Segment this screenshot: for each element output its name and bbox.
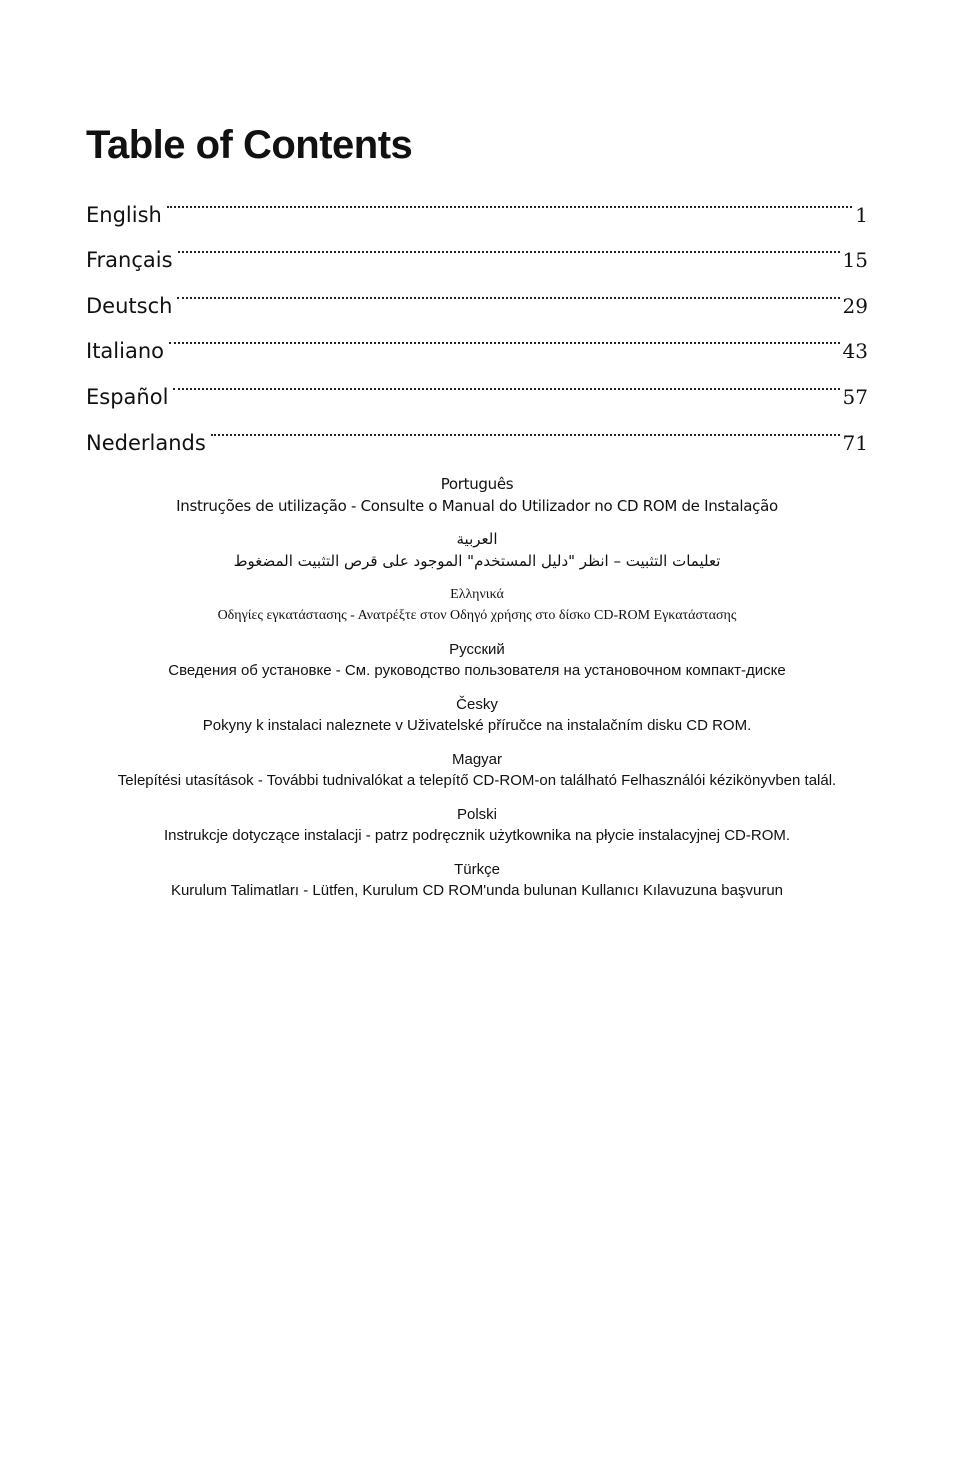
toc-dot-leader <box>171 358 839 404</box>
toc-dot-leader <box>176 222 840 268</box>
language-block-greek <box>0 584 954 627</box>
toc-page-number: 57 <box>842 384 868 409</box>
language-name: Česky <box>456 696 498 713</box>
toc-entry-label: Italiano <box>86 339 164 364</box>
language-name: Magyar <box>451 751 503 768</box>
language-block-turkish <box>0 859 954 902</box>
other-languages-section <box>0 474 954 914</box>
table-of-contents <box>86 176 868 455</box>
language-block-portuguese <box>0 474 954 517</box>
language-block-polish <box>0 804 954 847</box>
language-instruction: Pokyny k instalaci naleznete v Uživatelské příručce na instalačním disku CD ROM. <box>202 717 752 734</box>
language-name: Ελληνικά <box>450 587 504 602</box>
toc-entry-francais[interactable] <box>86 222 868 273</box>
toc-entry-nederlands[interactable] <box>86 404 868 455</box>
toc-entry-espanol[interactable] <box>86 358 868 409</box>
language-instruction: Telepítési utasítások - További tudnivalókat a telepítő CD-ROM-on található Felhasználói kézikönyvben talál. <box>117 772 837 789</box>
toc-entry-english[interactable] <box>86 176 868 227</box>
toc-entry-label: Nederlands <box>86 430 206 455</box>
toc-page-number: 15 <box>842 248 868 273</box>
toc-entry-deutsch[interactable] <box>86 267 868 318</box>
toc-page-number: 29 <box>842 293 868 318</box>
toc-page-number: 43 <box>842 339 868 364</box>
toc-page-number: 1 <box>855 202 868 227</box>
toc-entry-label: Deutsch <box>86 293 173 318</box>
toc-dot-leader <box>167 313 840 359</box>
toc-dot-leader <box>209 404 840 450</box>
toc-dot-leader <box>175 267 839 313</box>
toc-entry-label: English <box>86 202 162 227</box>
language-instruction: Instruções de utilização - Consulte o Manual do Utilizador no CD ROM de Instalação <box>176 497 778 515</box>
language-block-czech <box>0 694 954 737</box>
page-title: Table of Contents <box>86 123 413 167</box>
language-instruction: Instrukcje dotyczące instalacji - patrz podręcznik użytkownika na płycie instalacyjnej CD-ROM. <box>163 827 791 844</box>
language-name: Türkçe <box>454 861 500 878</box>
language-instruction: Сведения об установке - См. руководство пользователя на установочном компакт-диске <box>168 662 786 679</box>
toc-entry-italiano[interactable] <box>86 313 868 364</box>
language-name: Português <box>440 475 514 493</box>
toc-dot-leader <box>165 176 852 222</box>
language-instruction: Οδηγίες εγκατάστασης - Ανατρέξτε στον Οδηγό χρήσης στο δίσκο CD-ROM Εγκατάστασης <box>217 608 737 623</box>
toc-entry-label: Français <box>86 248 173 273</box>
language-block-hungarian <box>0 749 954 792</box>
toc-page-number: 71 <box>842 430 868 455</box>
language-block-russian <box>0 639 954 682</box>
language-instruction: تعليمات التثبيت – انظر "دليل المستخدم" الموجود على قرص التثبيت المضغوط <box>233 552 721 570</box>
language-name: Polski <box>456 806 497 823</box>
language-name: العربية <box>456 530 498 548</box>
language-name: Русский <box>449 641 505 658</box>
toc-entry-label: Español <box>86 384 169 409</box>
language-instruction: Kurulum Talimatları - Lütfen, Kurulum CD ROM'unda bulunan Kullanıcı Kılavuzuna başvurun <box>170 882 784 899</box>
language-block-arabic <box>0 529 954 572</box>
